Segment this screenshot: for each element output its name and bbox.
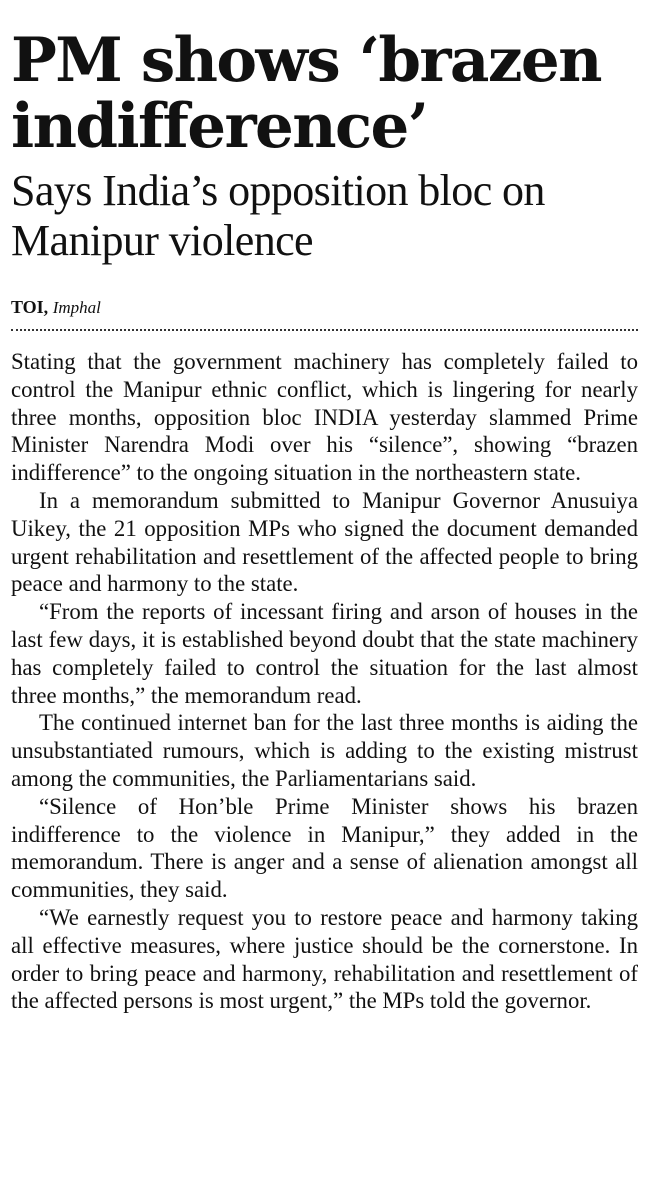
- paragraph-3: “From the reports of incessant firing and arson of houses in the last few days, it is established beyond doubt that the state machinery has completely failed to control the situation for the last almost three months,” the memorandum read.: [11, 599, 638, 708]
- paragraph-5: “Silence of Hon’ble Prime Minister shows his brazen indifference to the violence in Manipur,” they added in the memorandum. There is anger and a sense of alienation amongst all communities, they said.: [11, 793, 638, 903]
- paragraph-4: The continued internet ban for the last three months is aiding the unsubstantiated rumours, which is adding to the existing mistrust among the communities, the Parliamentarians said.: [11, 710, 638, 791]
- article-body: [11, 348, 638, 1015]
- byline-place: Imphal: [52, 298, 101, 317]
- news-article: [11, 0, 638, 1015]
- paragraph-1: Stating that the government machinery has completely failed to control the Manipur ethnic conflict, which is lingering for nearly three months, opposition bloc INDIA yesterday slammed Prime Minister Narendra Modi over his “silence”, showing “brazen indifference” to the ongoing situation in the northeastern state.: [11, 349, 638, 486]
- subheadline: Says India’s opposition bloc on Manipur violence: [11, 166, 545, 265]
- paragraph-6: “We earnestly request you to restore peace and harmony taking all effective measures, where justice should be the cornerstone. In order to bring peace and harmony, rehabilitation and resettlement of the affected persons is most urgent,” the MPs told the governor.: [11, 904, 638, 1014]
- byline-agency: TOI,: [11, 297, 49, 317]
- headline: PM shows ‘brazen indifference’: [11, 25, 601, 162]
- byline: [11, 296, 638, 331]
- paragraph-2: In a memorandum submitted to Manipur Governor Anusuiya Uikey, the 21 opposition MPs who signed the document demanded urgent rehabilitation and resettlement of the affected people to bring peace and harmony to the state.: [11, 487, 638, 597]
